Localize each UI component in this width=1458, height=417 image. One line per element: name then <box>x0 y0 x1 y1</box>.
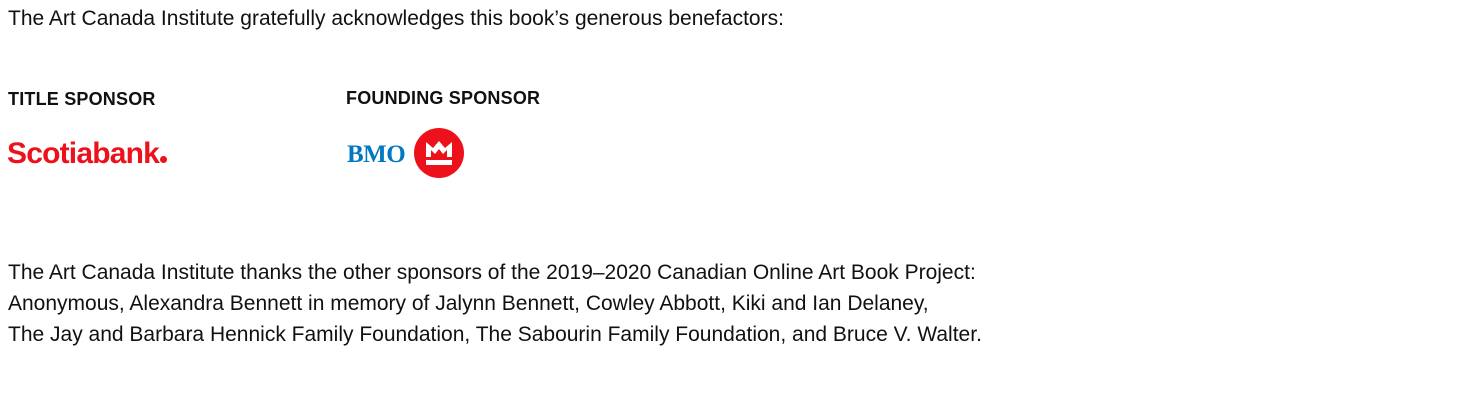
bmo-logo-text: BMO <box>347 141 406 168</box>
scotiabank-logo <box>7 137 167 171</box>
founding-sponsor-heading: FOUNDING SPONSOR <box>346 88 541 108</box>
scotiabank-logo-text: Scotiabank <box>7 137 160 170</box>
thanks-line-1: The Art Canada Institute thanks the other sponsors of the 2019–2020 Canadian Online Art Book Project: <box>8 261 976 284</box>
thanks-paragraph <box>8 257 982 350</box>
title-sponsor-heading: TITLE SPONSOR <box>8 89 156 109</box>
title-sponsor-section <box>8 89 156 110</box>
thanks-line-3: The Jay and Barbara Hennick Family Foundation, The Sabourin Family Foundation, and Bruce V. Walter. <box>8 323 982 346</box>
intro-text: The Art Canada Institute gratefully acknowledges this book’s generous benefactors: <box>8 7 784 30</box>
founding-sponsor-section <box>346 88 540 109</box>
thanks-line-2: Anonymous, Alexandra Bennett in memory of Jalynn Bennett, Cowley Abbott, Kiki and Ian Delaney, <box>8 292 929 315</box>
bmo-logo <box>347 128 464 178</box>
bmo-m-bar-icon <box>414 128 464 178</box>
scotiabank-dot-icon <box>160 156 167 163</box>
